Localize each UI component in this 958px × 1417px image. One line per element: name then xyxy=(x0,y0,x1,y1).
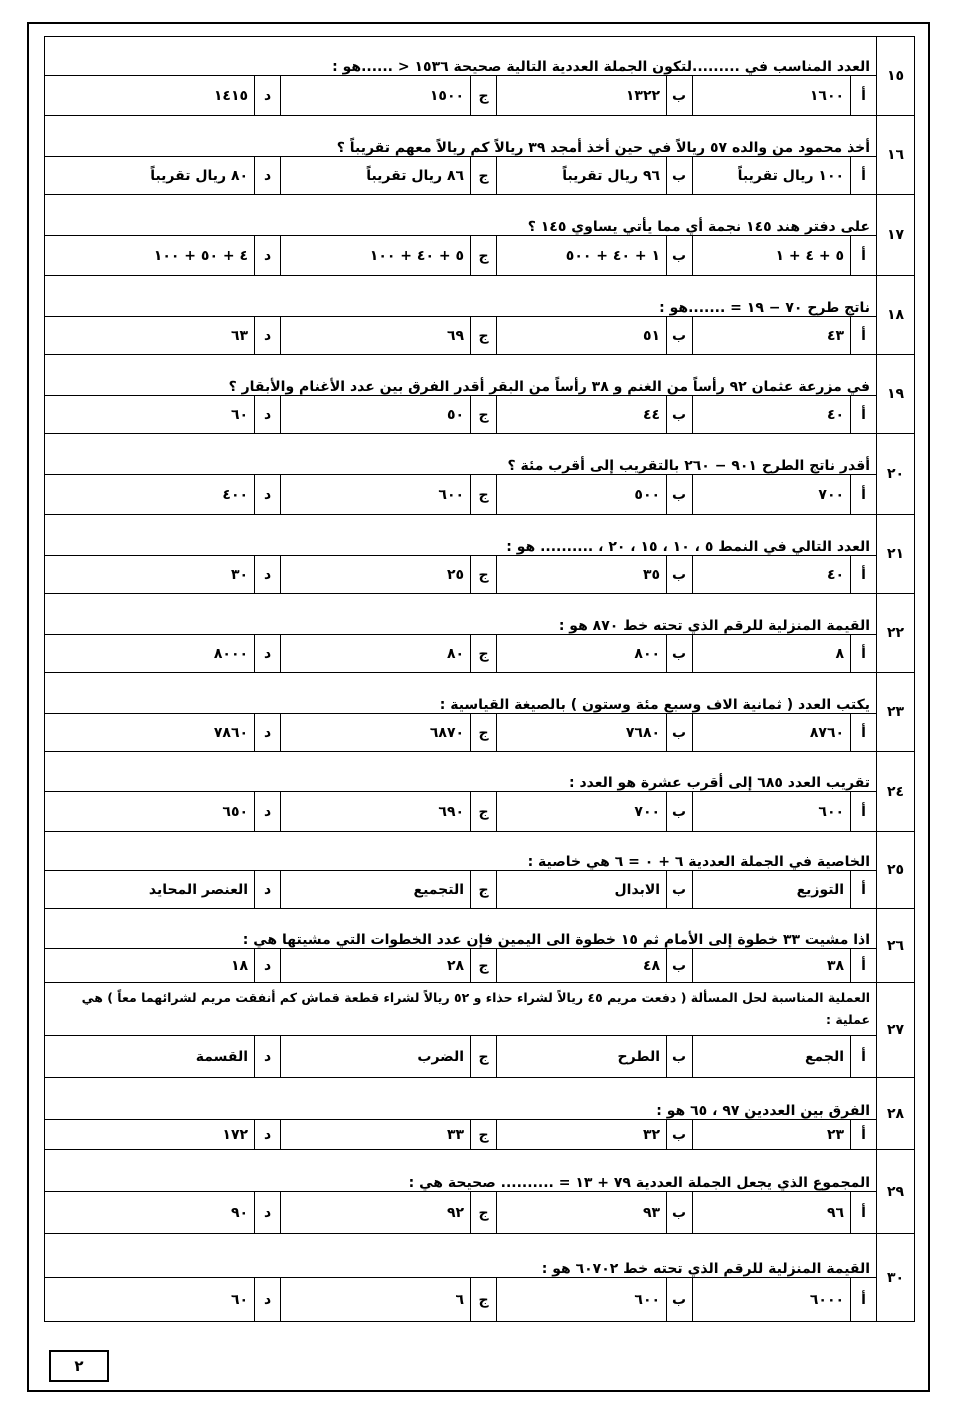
options-row xyxy=(45,1278,915,1322)
options-row xyxy=(45,792,915,832)
option-value[interactable]: ٦ xyxy=(281,1278,471,1322)
options-row xyxy=(45,949,915,983)
question-text: القيمة المنزلية للرقم الذي تحته خط ٨٧٠ هو : xyxy=(45,594,877,635)
question-number: ٢٩ xyxy=(877,1150,915,1234)
option-value[interactable]: ٩٣ xyxy=(497,1192,667,1234)
option-label: ب xyxy=(667,871,693,909)
question-number: ٢٢ xyxy=(877,594,915,673)
option-value[interactable]: ١٧٢ xyxy=(45,1120,255,1150)
option-value[interactable]: ٤ + ٥٠ + ١٠٠ xyxy=(45,236,255,276)
option-value[interactable]: ٦٠٠ xyxy=(497,1278,667,1322)
options-row xyxy=(45,1192,915,1234)
option-value[interactable]: ٦٠٠ xyxy=(693,792,851,832)
question-row xyxy=(45,116,915,157)
option-label: د xyxy=(255,714,281,752)
option-label: ب xyxy=(667,1120,693,1150)
options-row xyxy=(45,556,915,594)
option-value[interactable]: ٤٤ xyxy=(497,396,667,434)
options-row xyxy=(45,317,915,355)
options-row xyxy=(45,396,915,434)
options-row xyxy=(45,871,915,909)
option-value[interactable]: ٧٨٦٠ xyxy=(45,714,255,752)
options-row xyxy=(45,714,915,752)
question-text: المجموع الذي يجعل الجملة العددية ٧٩ + ١٣ = .......... صحيحة هي : xyxy=(45,1150,877,1192)
option-label: ج xyxy=(471,635,497,673)
question-text: أقدر ناتج الطرح ٩٠١ − ٢٦٠ بالتقريب إلى أقرب مئة ؟ xyxy=(45,434,877,475)
option-value[interactable]: التوزيع xyxy=(693,871,851,909)
option-value[interactable]: ٦٩٠ xyxy=(281,792,471,832)
option-label: د xyxy=(255,635,281,673)
option-value[interactable]: ٥٠٠ xyxy=(497,475,667,515)
option-value[interactable]: ٤٨ xyxy=(497,949,667,983)
option-value[interactable]: ١٦٠٠ xyxy=(693,76,851,116)
option-value[interactable]: ٨٠ ريال تقريباً xyxy=(45,157,255,195)
option-label: أ xyxy=(851,1192,877,1234)
option-value[interactable]: ٦٠ xyxy=(45,396,255,434)
option-label: ج xyxy=(471,475,497,515)
question-row xyxy=(45,195,915,236)
question-row xyxy=(45,276,915,317)
option-value[interactable]: ٧٠٠ xyxy=(693,475,851,515)
question-number: ٢٤ xyxy=(877,752,915,832)
option-value[interactable]: ٨ xyxy=(693,635,851,673)
options-row xyxy=(45,635,915,673)
option-label: أ xyxy=(851,396,877,434)
option-value[interactable]: ٤٠ xyxy=(693,396,851,434)
option-value[interactable]: ٣٣ xyxy=(281,1120,471,1150)
option-label: أ xyxy=(851,714,877,752)
option-label: ب xyxy=(667,556,693,594)
option-value[interactable]: ١ + ٤٠ + ٥٠٠ xyxy=(497,236,667,276)
question-text: ناتج طرح ٧٠ − ١٩ = .......هو : xyxy=(45,276,877,317)
question-row xyxy=(45,752,915,792)
option-label: أ xyxy=(851,1278,877,1322)
option-label: ب xyxy=(667,475,693,515)
question-row xyxy=(45,515,915,556)
question-number: ٢٨ xyxy=(877,1078,915,1150)
option-value[interactable]: ٩٢ xyxy=(281,1192,471,1234)
question-number: ٢٧ xyxy=(877,983,915,1078)
option-label: ج xyxy=(471,236,497,276)
option-value[interactable]: ٦٣ xyxy=(45,317,255,355)
option-value[interactable]: ٩٠ xyxy=(45,1192,255,1234)
option-label: د xyxy=(255,236,281,276)
option-label: ج xyxy=(471,396,497,434)
question-row xyxy=(45,832,915,871)
options-row xyxy=(45,236,915,276)
option-label: ج xyxy=(471,792,497,832)
option-value[interactable]: ٨٠٠ xyxy=(497,635,667,673)
option-label: ج xyxy=(471,1036,497,1078)
option-label: أ xyxy=(851,635,877,673)
option-label: د xyxy=(255,76,281,116)
question-row xyxy=(45,983,915,1036)
question-number: ١٩ xyxy=(877,355,915,434)
question-text: العدد التالي في النمط ٥ ، ١٠ ، ١٥ ، ٢٠ ، .......... هو : xyxy=(45,515,877,556)
option-value[interactable]: ٦٠٠ xyxy=(281,475,471,515)
option-label: ب xyxy=(667,317,693,355)
option-label: د xyxy=(255,1192,281,1234)
question-text: القيمة المنزلية للرقم الذي تحته خط ٦٠٧٠٢ هو : xyxy=(45,1234,877,1278)
option-label: د xyxy=(255,556,281,594)
question-row xyxy=(45,1150,915,1192)
option-label: ب xyxy=(667,714,693,752)
option-label: ج xyxy=(471,714,497,752)
option-value[interactable]: ١٣٢٢ xyxy=(497,76,667,116)
option-value[interactable]: ٦٩ xyxy=(281,317,471,355)
option-label: د xyxy=(255,157,281,195)
option-label: ب xyxy=(667,396,693,434)
question-row xyxy=(45,355,915,396)
option-value[interactable]: ٣٢ xyxy=(497,1120,667,1150)
option-label: ج xyxy=(471,1120,497,1150)
option-label: د xyxy=(255,317,281,355)
question-row xyxy=(45,37,915,76)
question-text: الخاصية في الجملة العددية ٦ + ٠ = ٦ هي خاصية : xyxy=(45,832,877,871)
option-label: ب xyxy=(667,1278,693,1322)
option-value[interactable]: ٦٥٠ xyxy=(45,792,255,832)
option-label: ج xyxy=(471,556,497,594)
question-number: ١٨ xyxy=(877,276,915,355)
question-number: ٣٠ xyxy=(877,1234,915,1322)
option-label: أ xyxy=(851,317,877,355)
question-row xyxy=(45,909,915,949)
option-value[interactable]: العنصر المحايد xyxy=(45,871,255,909)
option-value[interactable]: ١٤١٥ xyxy=(45,76,255,116)
option-value[interactable]: الابدال xyxy=(497,871,667,909)
option-label: أ xyxy=(851,949,877,983)
option-value[interactable]: ٧٦٨٠ xyxy=(497,714,667,752)
option-value[interactable]: ٨٧٦٠ xyxy=(693,714,851,752)
option-label: د xyxy=(255,949,281,983)
option-value[interactable]: ٤٠٠ xyxy=(45,475,255,515)
option-label: أ xyxy=(851,157,877,195)
option-label: ب xyxy=(667,1036,693,1078)
option-label: ب xyxy=(667,236,693,276)
option-value[interactable]: ١٥٠٠ xyxy=(281,76,471,116)
question-text: تقريب العدد ٦٨٥ إلى أقرب عشرة هو العدد : xyxy=(45,752,877,792)
question-number: ١٦ xyxy=(877,116,915,195)
option-label: د xyxy=(255,475,281,515)
question-number: ٢٣ xyxy=(877,673,915,752)
option-label: د xyxy=(255,1120,281,1150)
question-number: ٢٥ xyxy=(877,832,915,909)
question-row xyxy=(45,1078,915,1120)
option-value[interactable]: ٩٦ ريال تقريباً xyxy=(497,157,667,195)
option-label: أ xyxy=(851,556,877,594)
option-value[interactable]: التجميع xyxy=(281,871,471,909)
option-label: أ xyxy=(851,475,877,515)
question-number: ١٧ xyxy=(877,195,915,276)
page-number: ٢ xyxy=(49,1350,109,1382)
options-row xyxy=(45,475,915,515)
option-label: ب xyxy=(667,635,693,673)
question-row xyxy=(45,594,915,635)
option-value[interactable]: ٨٠٠٠ xyxy=(45,635,255,673)
option-label: ج xyxy=(471,157,497,195)
question-text: اذا مشيت ٣٣ خطوة إلى الأمام ثم ١٥ خطوة الى اليمين فإن عدد الخطوات التي مشيتها هي : xyxy=(45,909,877,949)
question-text: أخذ محمود من والده ٥٧ ريالاً في حين أخذ أمجد ٣٩ ريالاً كم ريالاً معهم تقريباً ؟ xyxy=(45,116,877,157)
question-number: ١٥ xyxy=(877,37,915,116)
question-row xyxy=(45,1234,915,1278)
option-value[interactable]: ٦٠ xyxy=(45,1278,255,1322)
option-value[interactable]: ٨٦ ريال تقريباً xyxy=(281,157,471,195)
questions-table xyxy=(44,36,915,1322)
option-value[interactable]: ٤٣ xyxy=(693,317,851,355)
option-value[interactable]: ٤٠ xyxy=(693,556,851,594)
option-label: أ xyxy=(851,792,877,832)
option-label: د xyxy=(255,1278,281,1322)
option-label: أ xyxy=(851,236,877,276)
option-label: ب xyxy=(667,157,693,195)
option-label: د xyxy=(255,1036,281,1078)
question-number: ٢٠ xyxy=(877,434,915,515)
options-row xyxy=(45,76,915,116)
option-value[interactable]: ٣٥ xyxy=(497,556,667,594)
options-row xyxy=(45,1036,915,1078)
option-value[interactable]: الطرح xyxy=(497,1036,667,1078)
option-value[interactable]: الضرب xyxy=(281,1036,471,1078)
option-label: ج xyxy=(471,871,497,909)
option-value[interactable]: ٣٨ xyxy=(693,949,851,983)
question-row xyxy=(45,434,915,475)
question-number: ٢١ xyxy=(877,515,915,594)
option-label: أ xyxy=(851,1120,877,1150)
option-label: ج xyxy=(471,76,497,116)
option-label: أ xyxy=(851,76,877,116)
question-text: العدد المناسب في .........لتكون الجملة العددية التالية صحيحة ١٥٣٦ < ......هو : xyxy=(45,37,877,76)
option-label: ج xyxy=(471,1278,497,1322)
option-value[interactable]: ٢٣ xyxy=(693,1120,851,1150)
option-value[interactable]: ٨٠ xyxy=(281,635,471,673)
question-text: على دفتر هند ١٤٥ نجمة أي مما يأتي يساوي ١٤٥ ؟ xyxy=(45,195,877,236)
question-text: في مزرعة عثمان ٩٢ رأساً من الغنم و ٣٨ رأساً من البقر أقدر الفرق بين عدد الأغنام والأبقار ؟ xyxy=(45,355,877,396)
option-value[interactable]: ٩٦ xyxy=(693,1192,851,1234)
option-label: ب xyxy=(667,949,693,983)
option-value[interactable]: ٥ + ٤٠ + ١٠٠ xyxy=(281,236,471,276)
question-text: يكتب العدد ( ثمانية الاف وسبع مئة وستون ) بالصيغة القياسية : xyxy=(45,673,877,714)
option-value[interactable]: ٦٠٠٠ xyxy=(693,1278,851,1322)
option-label: أ xyxy=(851,871,877,909)
question-row xyxy=(45,673,915,714)
question-number: ٢٦ xyxy=(877,909,915,983)
option-label: ب xyxy=(667,792,693,832)
option-label: أ xyxy=(851,1036,877,1078)
question-text: الفرق بين العددين ٩٧ ، ٦٥ هو : xyxy=(45,1078,877,1120)
options-row xyxy=(45,1120,915,1150)
option-value[interactable]: ٥١ xyxy=(497,317,667,355)
option-label: د xyxy=(255,396,281,434)
option-value[interactable]: ٥ + ٤ + ١ xyxy=(693,236,851,276)
options-row xyxy=(45,157,915,195)
option-label: ج xyxy=(471,1192,497,1234)
option-value[interactable]: ٧٠٠ xyxy=(497,792,667,832)
option-value[interactable]: ٢٨ xyxy=(281,949,471,983)
option-label: ج xyxy=(471,317,497,355)
option-value[interactable]: ١٠٠ ريال تقريباً xyxy=(693,157,851,195)
option-value[interactable]: ٥٠ xyxy=(281,396,471,434)
option-label: د xyxy=(255,792,281,832)
option-value[interactable]: ٦٨٧٠ xyxy=(281,714,471,752)
option-value[interactable]: ٣٠ xyxy=(45,556,255,594)
option-value[interactable]: ٢٥ xyxy=(281,556,471,594)
option-value[interactable]: القسمة xyxy=(45,1036,255,1078)
option-label: ب xyxy=(667,1192,693,1234)
option-label: د xyxy=(255,871,281,909)
option-label: ج xyxy=(471,949,497,983)
option-label: ب xyxy=(667,76,693,116)
option-value[interactable]: ١٨ xyxy=(45,949,255,983)
option-value[interactable]: الجمع xyxy=(693,1036,851,1078)
question-text: العملية المناسبة لحل المسألة ( دفعت مريم ٤٥ ريالاً لشراء حذاء و ٥٢ ريالاً لشراء قطعة قماش كم أنفقت مريم لشرائهما معاً ) هي عملية : xyxy=(45,983,877,1036)
